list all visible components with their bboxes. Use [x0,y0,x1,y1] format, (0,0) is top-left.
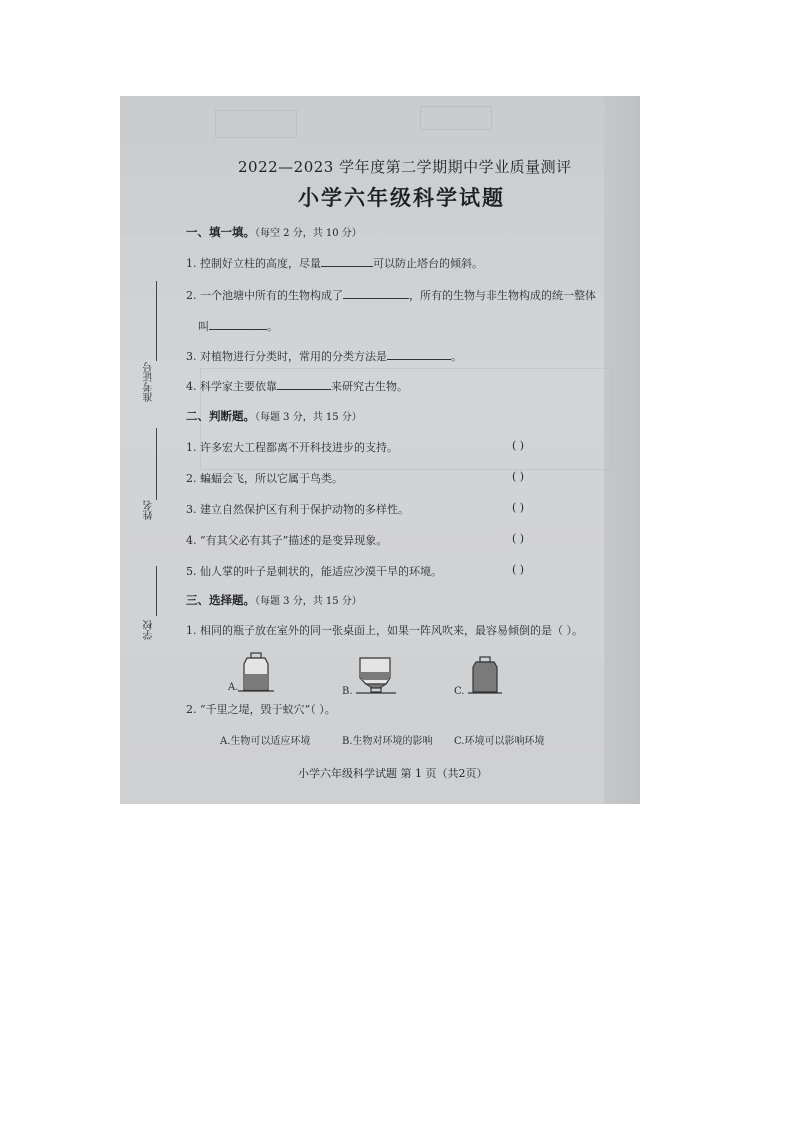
answer-blank[interactable] [321,256,373,267]
choice-q2-option-a[interactable]: A.生物可以适应环境 [220,736,311,747]
choice-heading-note: （每题 3 分，共 15 分） [255,596,362,607]
judge-item: 5. 仙人掌的叶子是刺状的，能适应沙漠干旱的环境。 [186,565,442,578]
page-footer: 小学六年级科学试题 第 1 页（共2页） [298,767,488,780]
answer-blank[interactable] [387,349,451,360]
name-line [156,428,157,500]
answer-blank[interactable] [277,379,331,390]
school-line [156,566,157,616]
exam-number-line [156,281,157,361]
judge-answer-paren[interactable]: ( ) [512,532,525,545]
judge-item: 3. 建立自然保护区有利于保护动物的多样性。 [186,503,409,516]
fill-question-1 [186,255,483,271]
fill-question-2 [186,287,596,303]
bleed-through-block [215,110,297,138]
bottle-b-label[interactable]: B. [342,686,353,697]
exam-number-label: 准考证号 [144,362,155,402]
fill-question-3 [186,348,462,364]
judge-answer-paren[interactable]: ( ) [512,501,525,514]
judge-item: 2. 蝙蝠会飞，所以它属于鸟类。 [186,472,343,485]
fill-q2-text-mid: ，所有的生物与非生物构成的统一整体 [409,289,596,302]
exam-photo [120,96,640,804]
choice-question-1: 1. 相同的瓶子放在室外的同一张桌面上，如果一阵风吹来，最容易倾倒的是（ ）。 [186,624,583,637]
choice-q2-option-b[interactable]: B.生物对环境的影响 [342,736,433,747]
bleed-through-block [420,106,492,130]
choice-heading-text: 三、选择题。 [186,593,255,607]
bottle-b-figure [356,656,396,696]
school-label: 学校 [144,620,155,640]
fill-q1-text: 1. 控制好立柱的高度，尽量 [186,257,321,270]
bottle-a-figure [238,652,274,694]
answer-blank[interactable] [343,288,409,299]
exam-main-title: 小学六年级科学试题 [298,185,505,210]
judge-heading-text: 二、判断题。 [186,409,255,423]
judge-answer-paren[interactable]: ( ) [512,563,525,576]
judge-item: 1. 许多宏大工程都离不开科技进步的支持。 [186,441,398,454]
fill-q1-text-end: 可以防止塔台的倾斜。 [373,257,483,270]
judge-answer-paren[interactable]: ( ) [512,470,525,483]
fill-question-2-cont [198,318,278,334]
answer-blank[interactable] [209,319,267,330]
exam-year-title: 2022—2023 学年度第二学期期中学业质量测评 [238,158,572,176]
fill-q3-text: 3. 对植物进行分类时，常用的分类方法是 [186,350,387,363]
fill-heading-text: 一、填一填。 [186,225,255,239]
choice-section-heading [186,592,362,608]
judge-item: 4. “有其父必有其子”描述的是变异现象。 [186,534,388,547]
choice-question-2: 2. “千里之堤，毁于蚁穴”（ ）。 [186,703,336,716]
fill-q4-text-end: 来研究古生物。 [331,380,408,393]
judge-section-heading [186,408,362,424]
judge-heading-note: （每题 3 分，共 15 分） [255,412,362,423]
choice-q2-option-c[interactable]: C.环境可以影响环境 [454,736,545,747]
judge-answer-paren[interactable]: ( ) [512,439,525,452]
fill-section-heading [186,224,362,240]
bottle-c-label[interactable]: C. [454,686,465,697]
name-label: 姓名 [144,500,155,520]
bottle-a-label[interactable]: A. [228,682,239,693]
fill-q2-text-cont: 叫 [198,320,209,333]
fill-heading-note: （每空 2 分，共 10 分） [255,228,362,239]
fill-q2-text: 2. 一个池塘中所有的生物构成了 [186,289,343,302]
fill-q3-text-end: 。 [451,350,462,363]
fill-question-4 [186,378,408,394]
bottle-c-figure [468,656,502,696]
fill-q4-text: 4. 科学家主要依靠 [186,380,277,393]
fill-q2-text-end: 。 [267,320,278,333]
